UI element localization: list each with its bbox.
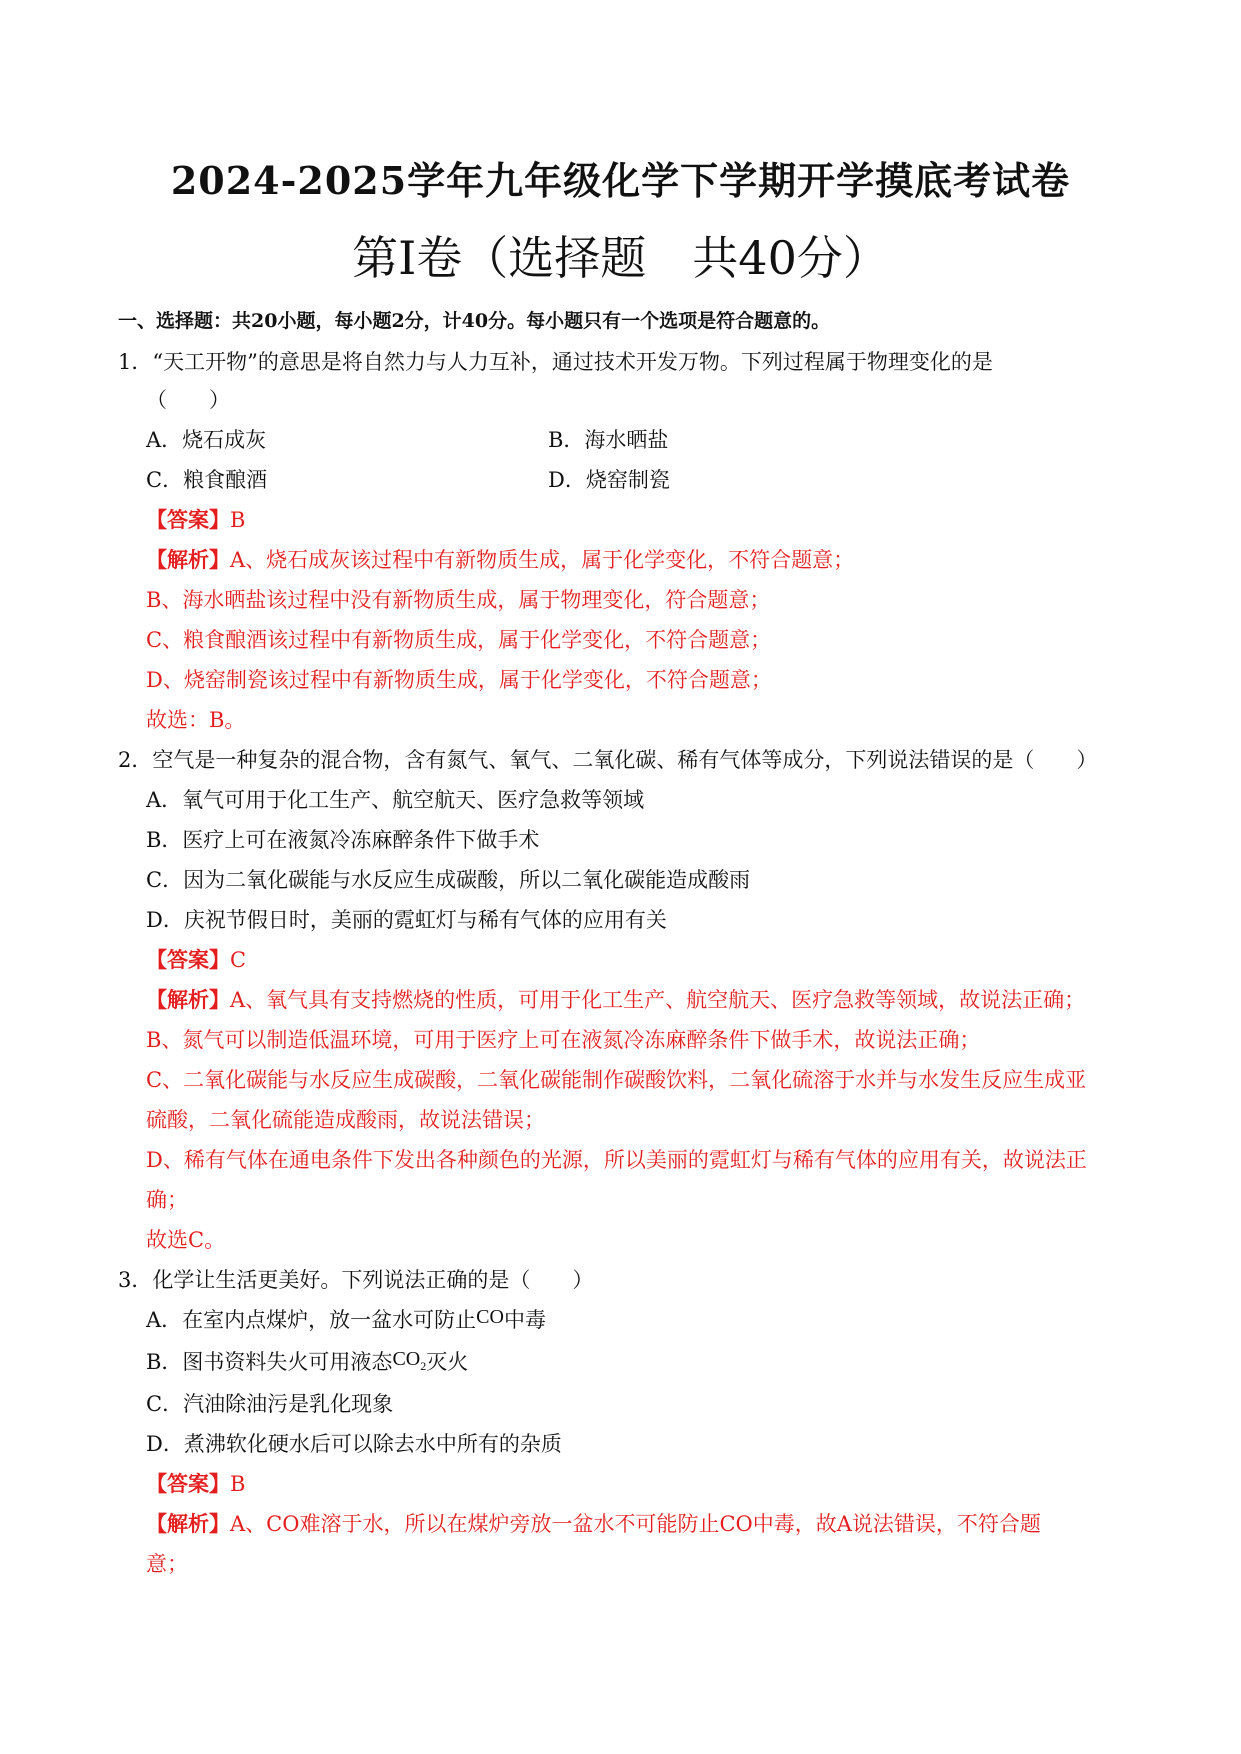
- option-text: 灭火: [426, 1350, 469, 1374]
- q3-option-d: D．煮沸软化硬水后可以除去水中所有的杂质: [146, 1432, 562, 1456]
- section-heading: 一、选择题：共20小题，每小题2分，计40分。每小题只有一个选项是符合题意的。: [118, 310, 831, 332]
- q2-option-a: A．氧气可用于化工生产、航空航天、医疗急救等领域: [146, 788, 645, 812]
- q2-option-d: D．庆祝节假日时，美丽的霓虹灯与稀有气体的应用有关: [146, 908, 667, 932]
- q1-analysis-2: B、海水晒盐该过程中没有新物质生成，属于物理变化，符合题意；: [146, 588, 771, 612]
- q1-option-c: C．粮食酿酒: [146, 468, 268, 492]
- analysis-text: A、烧石成灰该过程中有新物质生成，属于化学变化，不符合题意；: [230, 548, 855, 572]
- formula-subscript: 2: [420, 1359, 427, 1373]
- co-formula: CO: [476, 1306, 504, 1328]
- q3-stem: 3．化学让生活更美好。下列说法正确的是（ ）: [118, 1268, 594, 1292]
- option-text: 中毒: [503, 1308, 546, 1332]
- q2-analysis-2: B、氮气可以制造低温环境，可用于医疗上可在液氮冷冻麻醉条件下做手术，故说法正确；: [146, 1028, 981, 1052]
- q2-conclusion: 故选C。: [146, 1228, 226, 1252]
- answer-tag: 【答案】: [146, 947, 230, 972]
- q2-analysis-6: 确；: [146, 1188, 188, 1212]
- q3-option-c: C．汽油除油污是乳化现象: [146, 1392, 394, 1416]
- q1-analysis-1: [146, 544, 854, 574]
- q3-analysis-2: 意；: [146, 1552, 188, 1576]
- q2-analysis-4: 硫酸，二氧化硫能造成酸雨，故说法错误；: [146, 1108, 545, 1132]
- q2-option-c: C．因为二氧化碳能与水反应生成碳酸，所以二氧化碳能造成酸雨: [146, 868, 751, 892]
- q3-analysis-1: [146, 1508, 1041, 1538]
- answer-value: B: [230, 1472, 246, 1496]
- q3-answer: [146, 1468, 245, 1498]
- analysis-tag: 【解析】: [146, 987, 230, 1012]
- q2-analysis-5: D、稀有气体在通电条件下发出各种颜色的光源，所以美丽的霓虹灯与稀有气体的应用有关，故说法正: [146, 1148, 1087, 1172]
- q1-stem: 1．“天工开物”的意思是将自然力与人力互补，通过技术开发万物。下列过程属于物理变化的是: [118, 350, 993, 374]
- q1-conclusion: 故选：B。: [146, 708, 246, 732]
- part-title: 第Ⅰ卷（选择题 共40分）: [352, 231, 889, 285]
- analysis-tag: 【解析】: [146, 1511, 230, 1536]
- q2-option-b: B．医疗上可在液氮冷冻麻醉条件下做手术: [146, 828, 540, 852]
- answer-value: B: [230, 508, 246, 532]
- answer-tag: 【答案】: [146, 1471, 230, 1496]
- q2-answer: [146, 944, 246, 974]
- q1-option-b: B．海水晒盐: [548, 428, 669, 452]
- q2-stem: 2．空气是一种复杂的混合物，含有氮气、氧气、二氧化碳、稀有气体等成分，下列说法错误的是（ ）: [118, 748, 1098, 772]
- q1-blank: （ ）: [146, 388, 230, 412]
- option-text: B．图书资料失火可用液态: [146, 1350, 393, 1374]
- answer-value: C: [230, 948, 247, 972]
- q3-option-b: [146, 1346, 468, 1376]
- document-title: 2024-2025学年九年级化学下学期开学摸底考试卷: [170, 158, 1071, 203]
- q3-option-a: [146, 1304, 546, 1334]
- formula-main: CO: [392, 1348, 421, 1370]
- option-text: A．在室内点煤炉，放一盆水可防止: [146, 1308, 477, 1332]
- analysis-tag: 【解析】: [146, 547, 230, 572]
- q1-analysis-3: C、粮食酿酒该过程中有新物质生成，属于化学变化，不符合题意；: [146, 628, 772, 652]
- q1-option-a: A．烧石成灰: [146, 428, 267, 452]
- q1-analysis-4: D、烧窑制瓷该过程中有新物质生成，属于化学变化，不符合题意；: [146, 668, 772, 692]
- analysis-text: A、氧气具有支持燃烧的性质，可用于化工生产、航空航天、医疗急救等领域，故说法正确；: [230, 988, 1086, 1012]
- answer-tag: 【答案】: [146, 507, 230, 532]
- q1-option-d: D．烧窑制瓷: [548, 468, 670, 492]
- q2-analysis-3: C、二氧化碳能与水反应生成碳酸，二氧化碳能制作碳酸饮料，二氧化硫溶于水并与水发生反应生成亚: [146, 1068, 1087, 1092]
- analysis-text: A、CO难溶于水，所以在煤炉旁放一盆水不可能防止CO中毒，故A说法错误，不符合题: [230, 1512, 1041, 1536]
- q1-answer: [146, 504, 245, 534]
- q2-analysis-1: [146, 984, 1085, 1014]
- co2-formula: [392, 1348, 427, 1373]
